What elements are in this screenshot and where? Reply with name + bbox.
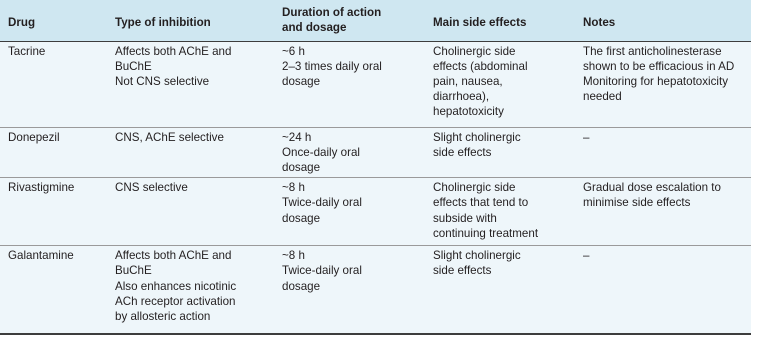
header-duration-line-2: and dosage [282, 20, 347, 34]
cell-line: The first anticholinesterase [583, 44, 722, 58]
cell-line: minimise side effects [583, 196, 691, 210]
table-header-row [0, 0, 751, 41]
cell-notes [575, 246, 751, 334]
cell-line: dosage [282, 160, 321, 174]
cell-line: shown to be efficacious in AD [583, 59, 735, 73]
table-row [0, 246, 751, 334]
cell-line: Twice-daily oral [282, 196, 362, 210]
table-row [0, 41, 751, 127]
cell-duration [274, 178, 425, 246]
cell-line: ~8 h [282, 249, 305, 263]
cell-type-of-inhibition [107, 246, 274, 334]
cell-line: side effects [433, 264, 492, 278]
cell-line: diarrhoea), [433, 90, 490, 104]
cell-notes [575, 178, 751, 246]
cell-line: Twice-daily oral [282, 264, 362, 278]
cell-line: subside with [433, 211, 497, 225]
cell-line: ~24 h [282, 130, 312, 144]
cell-line: continuing treatment [433, 226, 539, 240]
cell-line: Not CNS selective [115, 74, 210, 88]
cell-line: Affects both AChE and [115, 44, 232, 58]
table-row [0, 178, 751, 246]
cell-notes [575, 41, 751, 127]
table-row [0, 127, 751, 178]
header-notes: Notes [575, 0, 751, 41]
cell-duration [274, 246, 425, 334]
cell-line: dosage [282, 74, 321, 88]
cell-line: hepatotoxicity [433, 105, 504, 119]
cell-line: Monitoring for hepatotoxicity [583, 74, 728, 88]
cell-line: effects (abdominal [433, 59, 528, 73]
cell-line: ACh receptor activation [115, 294, 236, 308]
cell-line: 2–3 times daily oral [282, 59, 382, 73]
header-duration [274, 0, 425, 41]
cell-line: BuChE [115, 59, 152, 73]
cell-line: Cholinergic side [433, 181, 516, 195]
cell-line: ~6 h [282, 44, 305, 58]
cell-line: side effects [433, 145, 492, 159]
cell-side-effects [425, 246, 575, 334]
cell-line: BuChE [115, 264, 152, 278]
header-drug: Drug [0, 0, 107, 41]
cell-drug: Rivastigmine [0, 178, 107, 246]
cell-drug: Tacrine [0, 41, 107, 127]
header-type-of-inhibition: Type of inhibition [107, 0, 274, 41]
cell-line: Also enhances nicotinic [115, 279, 237, 293]
cell-line: – [583, 130, 590, 144]
cell-duration [274, 127, 425, 178]
cell-line: CNS, AChE selective [115, 130, 224, 144]
cell-type-of-inhibition [107, 127, 274, 178]
cell-line: by allosteric action [115, 309, 211, 323]
cell-line: Slight cholinergic [433, 130, 521, 144]
cell-type-of-inhibition [107, 178, 274, 246]
cell-side-effects [425, 178, 575, 246]
cell-line: – [583, 249, 590, 263]
cell-type-of-inhibition [107, 41, 274, 127]
cell-line: pain, nausea, [433, 74, 503, 88]
cell-notes [575, 127, 751, 178]
cell-line: dosage [282, 279, 321, 293]
cell-line: Gradual dose escalation to [583, 181, 721, 195]
cell-drug: Galantamine [0, 246, 107, 334]
cell-side-effects [425, 127, 575, 178]
header-duration-line-1: Duration of action [282, 5, 382, 19]
cell-line: Once-daily oral [282, 145, 360, 159]
header-main-side-effects: Main side effects [425, 0, 575, 41]
cell-drug: Donepezil [0, 127, 107, 178]
cell-line: Affects both AChE and [115, 249, 232, 263]
cell-side-effects [425, 41, 575, 127]
cell-line: Slight cholinergic [433, 249, 521, 263]
cell-line: ~8 h [282, 181, 305, 195]
cell-line: dosage [282, 211, 321, 225]
cell-duration [274, 41, 425, 127]
cell-line: CNS selective [115, 181, 188, 195]
cell-line: Cholinergic side [433, 44, 516, 58]
cell-line: effects that tend to [433, 196, 529, 210]
cell-line: needed [583, 90, 622, 104]
